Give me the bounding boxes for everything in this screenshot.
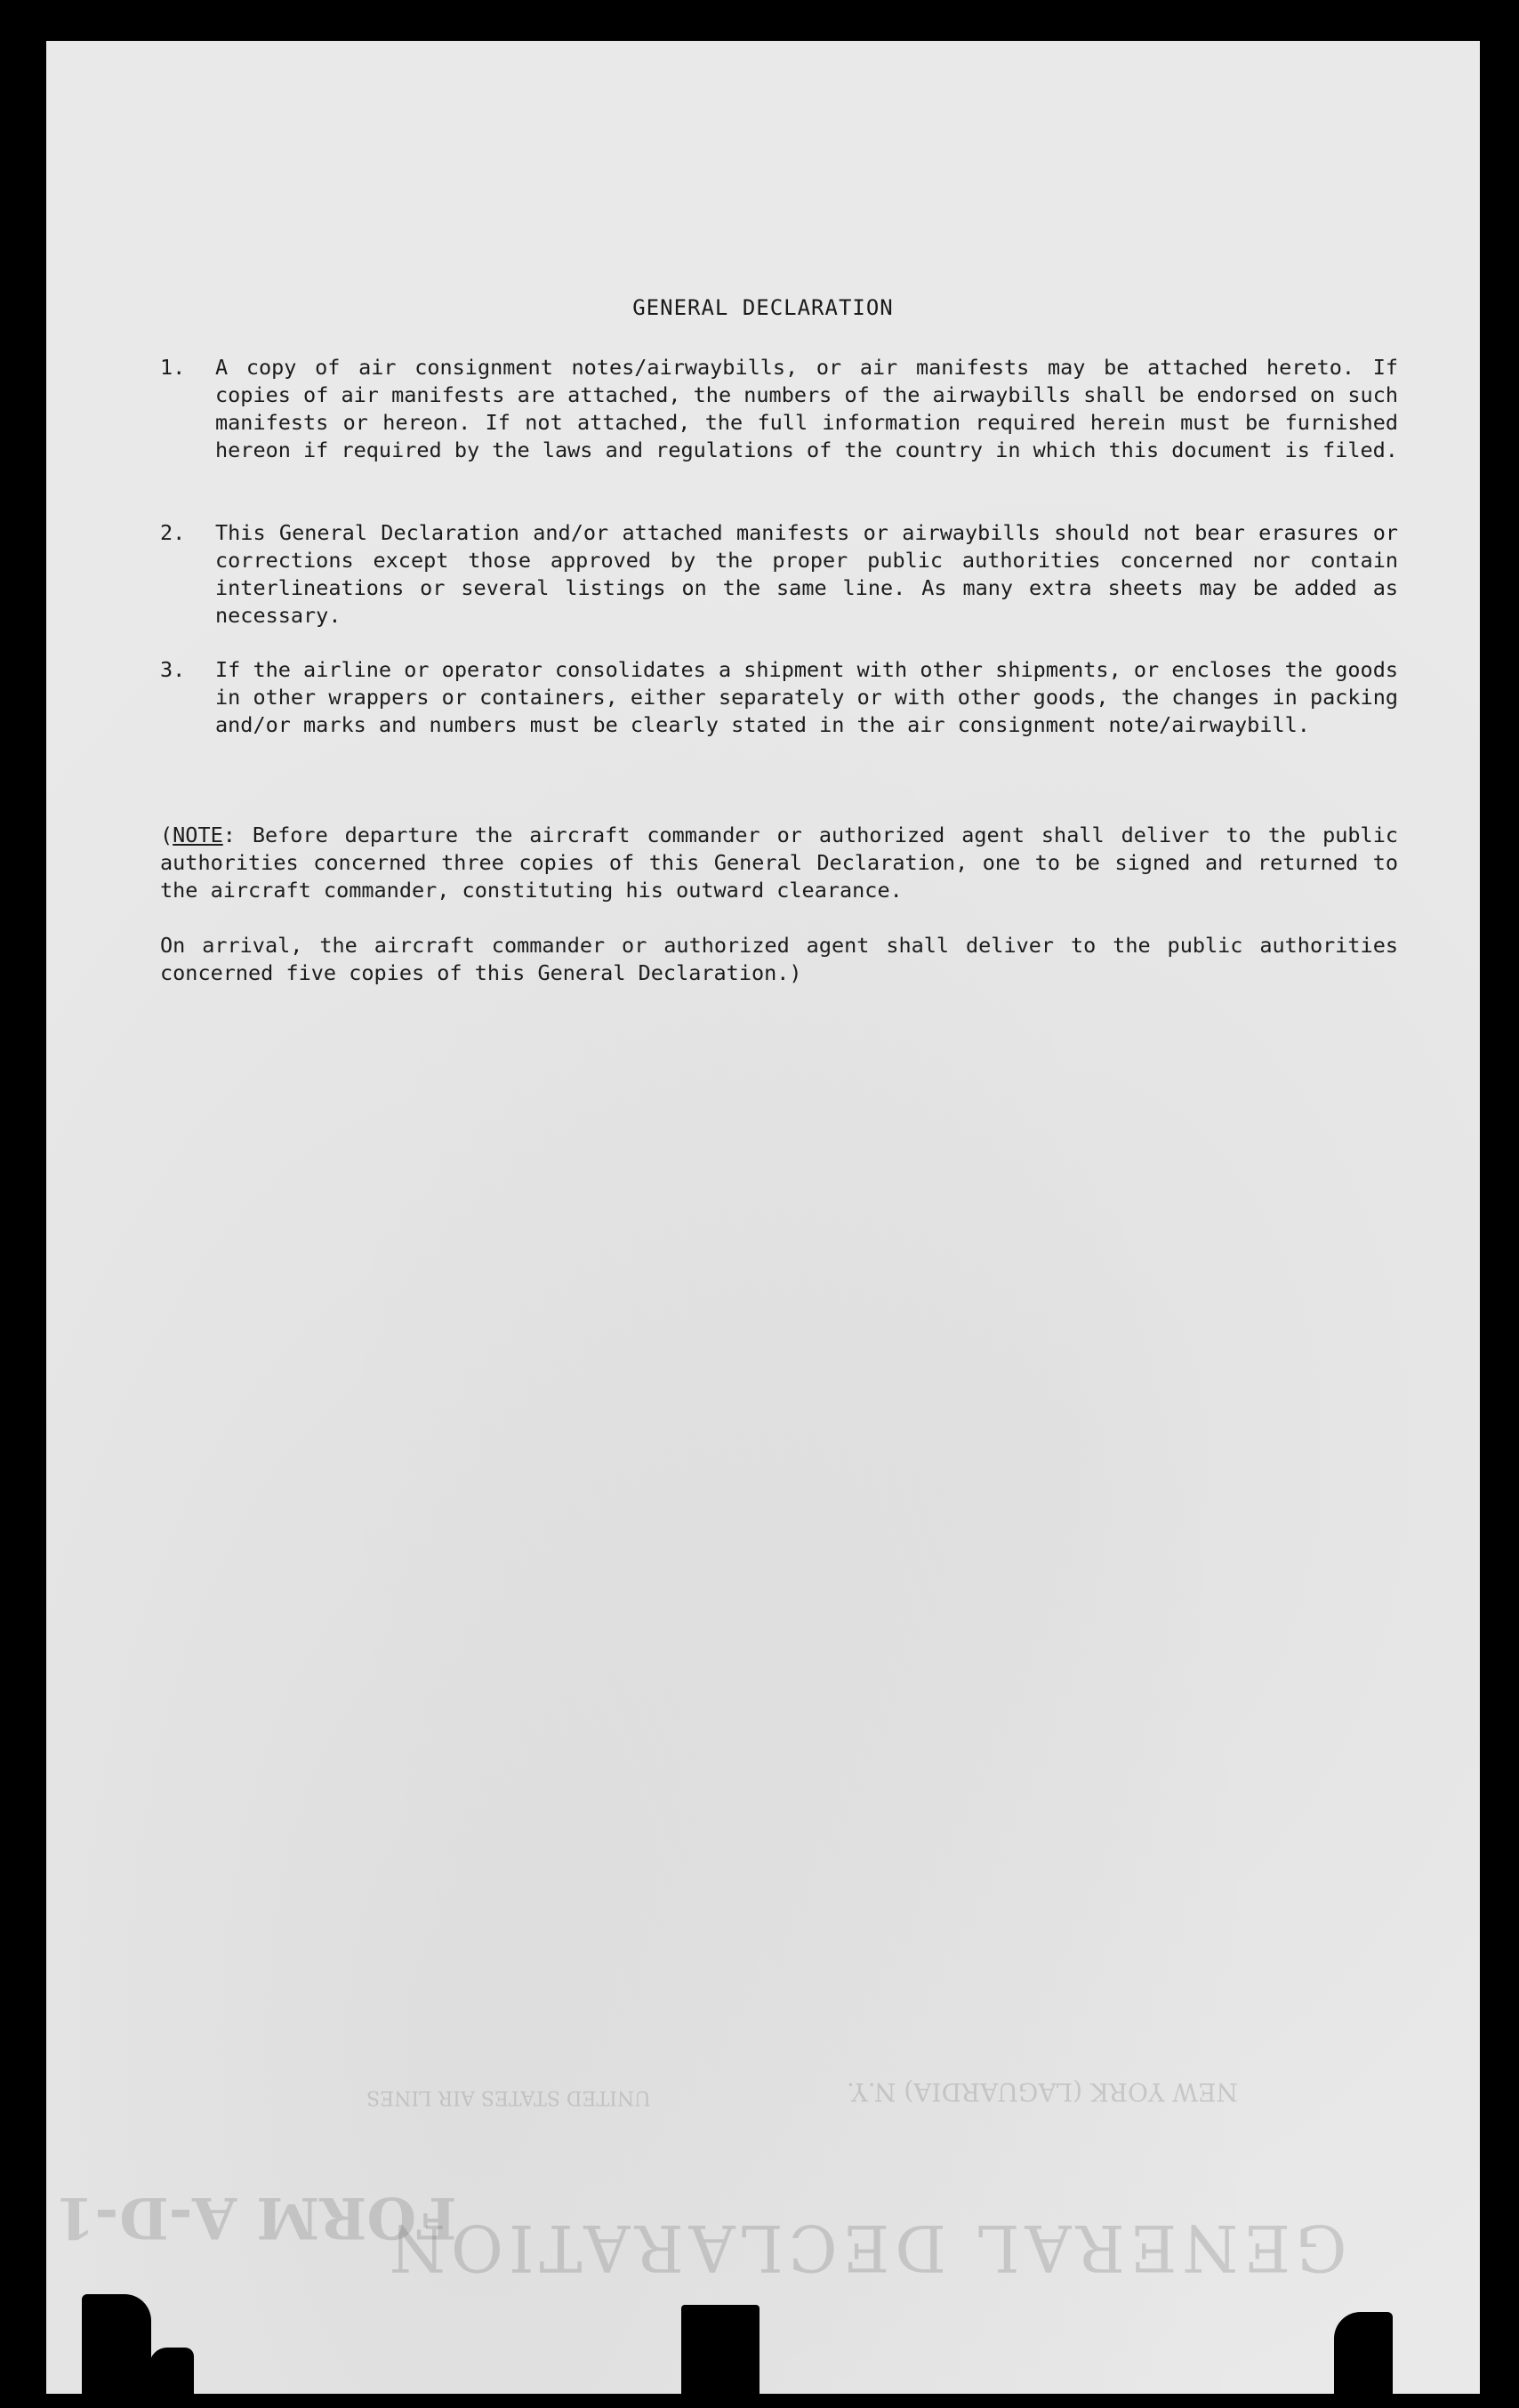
note-open-paren: ( xyxy=(160,823,173,847)
item-number: 2. xyxy=(160,520,186,545)
note-paragraph xyxy=(160,822,1398,904)
item-number: 1. xyxy=(160,355,186,380)
document-title: GENERAL DECLARATION xyxy=(632,295,894,320)
scan-blot xyxy=(681,2305,760,2408)
bleed-through-operator: UNITED STATES AIR LINES xyxy=(366,2086,651,2108)
bleed-through-form-title: GENERAL DECLARATION xyxy=(384,2211,1347,2285)
scan-blot xyxy=(82,2294,151,2408)
bleed-through-city: NEW YORK (LAGUARDIA) N.Y. xyxy=(847,2077,1239,2107)
instruction-item-3 xyxy=(160,656,1398,739)
item-text: This General Declaration and/or attached manifests or airwaybills should not bear erasures or corrections except those approved by the proper public authorities concerned nor contain interlineations or several listings on the same line. As many extra sheets may be added as necessary. xyxy=(215,520,1398,628)
note-text: Before departure the aircraft commander or authorized agent shall deliver to the public authorities concerned three copies of this General Declaration, one to be signed and returned to the aircraft commander, constituting his outward clearance. xyxy=(160,823,1398,903)
bleed-through-form-label: FORM A-D-1 xyxy=(55,2184,457,2251)
instruction-item-1 xyxy=(160,354,1398,464)
instruction-item-2 xyxy=(160,519,1398,630)
scan-blot xyxy=(149,2348,194,2408)
note-colon: : xyxy=(222,823,236,847)
arrival-paragraph: On arrival, the aircraft commander or authorized agent shall deliver to the public authorities concerned five copies of this General Declaration.) xyxy=(160,933,1398,985)
item-text: If the airline or operator consolidates a shipment with other shipments, or encloses the goods in other wrappers or containers, either separately or with other goods, the changes in packing and/or marks and numbers must be clearly stated in the air consignment note/airwaybill. xyxy=(215,657,1398,737)
item-number: 3. xyxy=(160,657,186,682)
scan-blot xyxy=(1334,2312,1393,2408)
item-text: A copy of air consignment notes/airwaybills, or air manifests may be attached hereto. If copies of air manifests are attached, the numbers of the airwaybills shall be endorsed on such manifests or hereon. If not attached, the full information required herein must be furnished hereon if required by the laws and regulations of the country in which this document is filed. xyxy=(215,355,1398,462)
document-page xyxy=(46,41,1480,2394)
note-label: NOTE xyxy=(173,823,223,847)
